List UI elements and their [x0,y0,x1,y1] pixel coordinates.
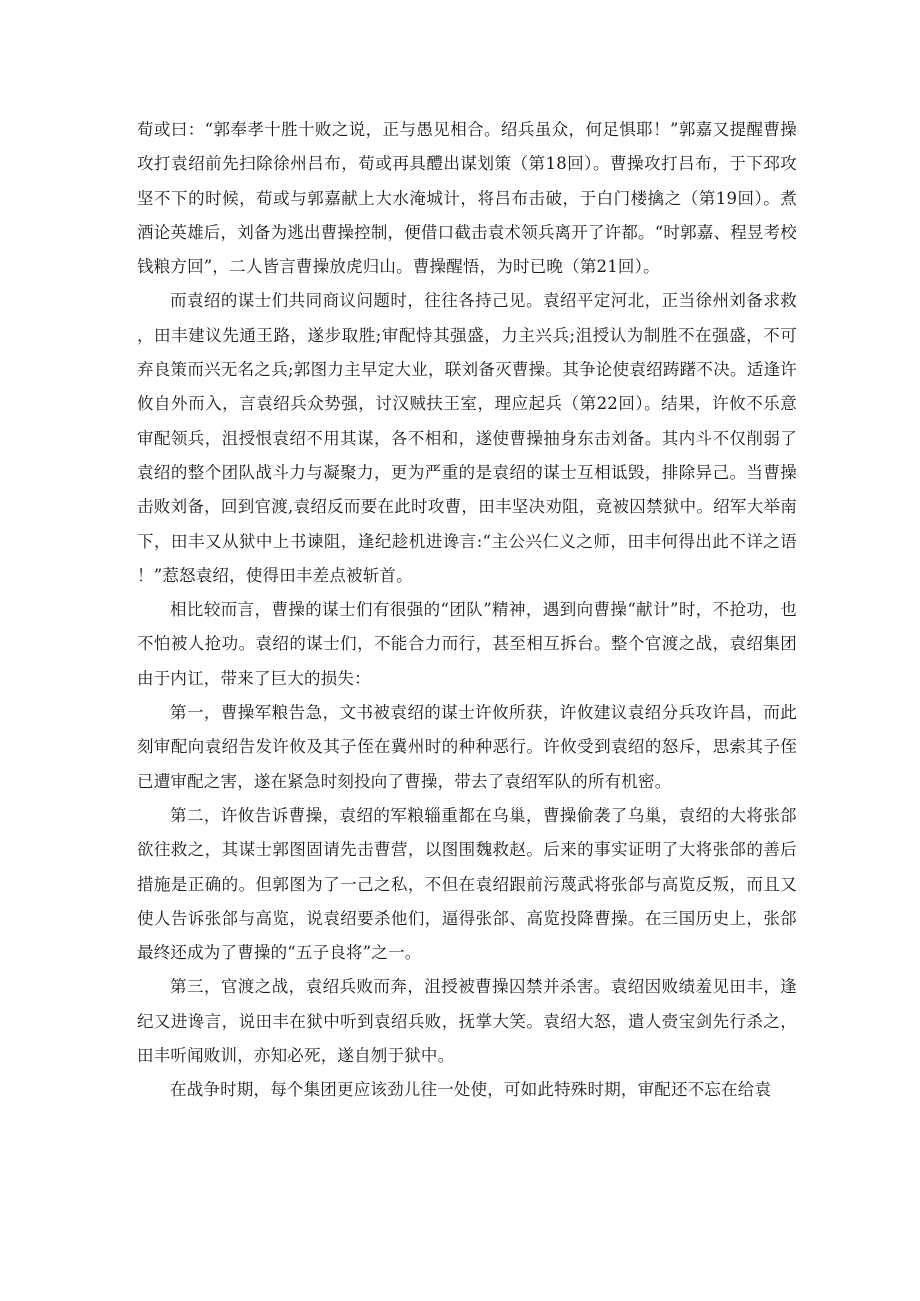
paragraph-2: 而袁绍的谋士们共同商议问题时，往往各持己见。袁绍平定河北，正当徐州刘备求救，田丰建议先通王路，遂步取胜;审配恃其强盛，力主兴兵;沮授认为制胜不在强盛，不可弃良策而兴无名之兵;郭图力主早定大业，联刘备灭曹操。其争论使袁绍踌躇不决。适逢许攸自外而入，言袁绍兵众势强，讨汉贼扶王室，理应起兵（第22回）。结果，许攸不乐意审配领兵，沮授恨袁绍不用其谋，各不相和，遂使曹操抽身东击刘备。其内斗不仅削弱了袁绍的整个团队战斗力与凝聚力，更为严重的是袁绍的谋士互相诋毁，排除异己。当曹操击败刘备，回到官渡,袁绍反而要在此时攻曹，田丰坚决劝阻，竟被囚禁狱中。绍军大举南下，田丰又从狱中上书谏阻，逢纪趁机进谗言:“主公兴仁义之师，田丰何得出此不详之语！”惹怒袁绍，使得田丰差点被斩首。 [137,291,797,585]
paragraph-3: 相比较而言，曹操的谋士们有很强的“团队”精神，遇到向曹操“献计”时，不抢功，也不怕被人抢功。袁绍的谋士们，不能合力而行，甚至相互拆台。整个官渡之战，袁绍集团由于内讧，带来了巨大的损失： [137,600,797,688]
paragraph-6: 第三，官渡之战，袁绍兵败而奔，沮授被曹操囚禁并杀害。袁绍因败绩羞见田丰，逢纪又进谗言，说田丰在狱中听到袁绍兵败，抚掌大笑。袁绍大怒，遣人赍宝剑先行杀之，田丰听闻败训，亦知必死，遂自刎于狱中。 [137,977,797,1066]
paragraph-7: 在战争时期，每个集团更应该劲儿往一处使，可如此特殊时期，审配还不忘在给袁 [170,1080,772,1100]
paragraph-4: 第一，曹操军粮告急，文书被袁绍的谋士许攸所获，许攸建议袁绍分兵攻许昌，而此刻审配向袁绍告发许攸及其子侄在冀州时的种种恶行。许攸受到袁绍的怒斥，思索其子侄已遭审配之害，遂在紧急时刻投向了曹操，带去了袁绍军队的所有机密。 [137,703,797,791]
document-body [137,113,797,1108]
paragraph-1: 荀或曰：“郭奉孝十胜十败之说，正与愚见相合。绍兵虽众，何足惧耶！”郭嘉又提醒曹操攻打袁绍前先扫除徐州吕布，荀或再具醴出谋划策（第18回）。曹操攻打吕布，于下邳攻坚不下的时候，荀或与郭嘉献上大水淹城计，将吕布击破，于白门楼擒之（第19回）。煮酒论英雄后，刘备为逃出曹操控制，便借口截击袁术领兵离开了许都。“时郭嘉、程昱考校钱粮方回”，二人皆言曹操放虎归山。曹操醒悟，为时已晚（第21回）。 [137,120,797,277]
paragraph-5: 第二，许攸告诉曹操，袁绍的军粮辎重都在乌巢，曹操偷袭了乌巢，袁绍的大将张郃欲往救之，其谋士郭图固请先击曹营，以图围魏救赵。后来的事实证明了大将张郃的善后措施是正确的。但郭图为了一己之私，不但在袁绍跟前污蔑武将张郃与高览反叛，而且又使人告诉张郃与高览，说袁绍要杀他们，逼得张郃、高览投降曹操。在三国历史上，张郃最终还成为了曹操的“五子良将”之一。 [137,805,797,963]
